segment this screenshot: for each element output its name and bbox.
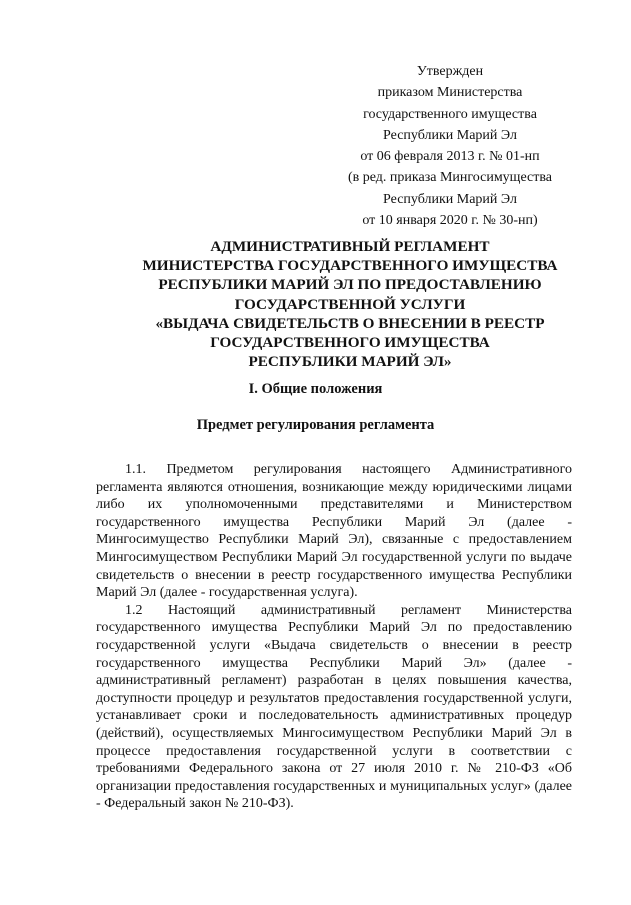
approval-line: государственного имущества [363, 106, 537, 122]
title-line: «ВЫДАЧА СВИДЕТЕЛЬСТВ О ВНЕСЕНИИ В РЕЕСТР [155, 314, 545, 332]
title-line: МИНИСТЕРСТВА ГОСУДАРСТВЕННОГО ИМУЩЕСТВА [142, 257, 558, 275]
title-line: ГОСУДАРСТВЕННОГО ИМУЩЕСТВА [210, 334, 490, 352]
section-heading: I. Общие положения [248, 381, 383, 397]
approval-line: Утвержден [416, 64, 484, 79]
approval-line: приказом Министерства [377, 85, 523, 101]
document-body [96, 461, 572, 813]
approval-block [300, 61, 600, 231]
section-subheading: Предмет регулирования регламента [196, 417, 435, 433]
approval-line: от 10 января 2020 г. № 30-нп) [362, 213, 538, 229]
paragraph-1-2: 1.2 Настоящий административный регламент Министерства государственного имущества Республики Марий Эл по предоставлению государственной услуги «Выдача свидетельств о внесении в реестр государственного имущества Республики Марий Эл» (далее - административный регламент) разработан в целях повышения качества, доступности процедур и результатов предоставления государственной услуги, устанавливает сроки и последовательность административных процедур (действий), осуществляемых Мингосимуществом Республики Марий Эл в процессе предоставления государственной услуги в соответствии с требованиями Федерального закона от 27 июля 2010 г. № 210-ФЗ «Об организации предоставления государственных и муниципальных услуг» (далее - Федеральный закон № 210-ФЗ). [96, 602, 572, 812]
approval-line: Республики Марий Эл [383, 127, 517, 143]
approval-line: Республики Марий Эл [383, 191, 517, 207]
title-line: ГОСУДАРСТВЕННОЙ УСЛУГИ [234, 295, 466, 313]
approval-line: от 06 февраля 2013 г. № 01-нп [360, 149, 540, 165]
title-line: АДМИНИСТРАТИВНЫЙ РЕГЛАМЕНТ [210, 238, 490, 255]
title-line: РЕСПУБЛИКИ МАРИЙ ЭЛ» [248, 353, 452, 371]
document-title [100, 237, 600, 371]
title-line: РЕСПУБЛИКИ МАРИЙ ЭЛ ПО ПРЕДОСТАВЛЕНИЮ [158, 276, 542, 294]
paragraph-1-1: 1.1. Предметом регулирования настоящего Административного регламента являются отношения, возникающие между юридическими лицами либо их уполномоченными представителями и Министерством государственного имущества Республики Марий Эл (далее - Мингосимущество Республики Марий Эл), связанные с предоставлением Мингосимуществом Республики Марий Эл государственной услуги по выдаче свидетельств о внесении в реестр государственного имущества Республики Марий Эл (далее - государственная услуга). [96, 462, 572, 601]
approval-line: (в ред. приказа Мингосимущества [347, 170, 552, 186]
